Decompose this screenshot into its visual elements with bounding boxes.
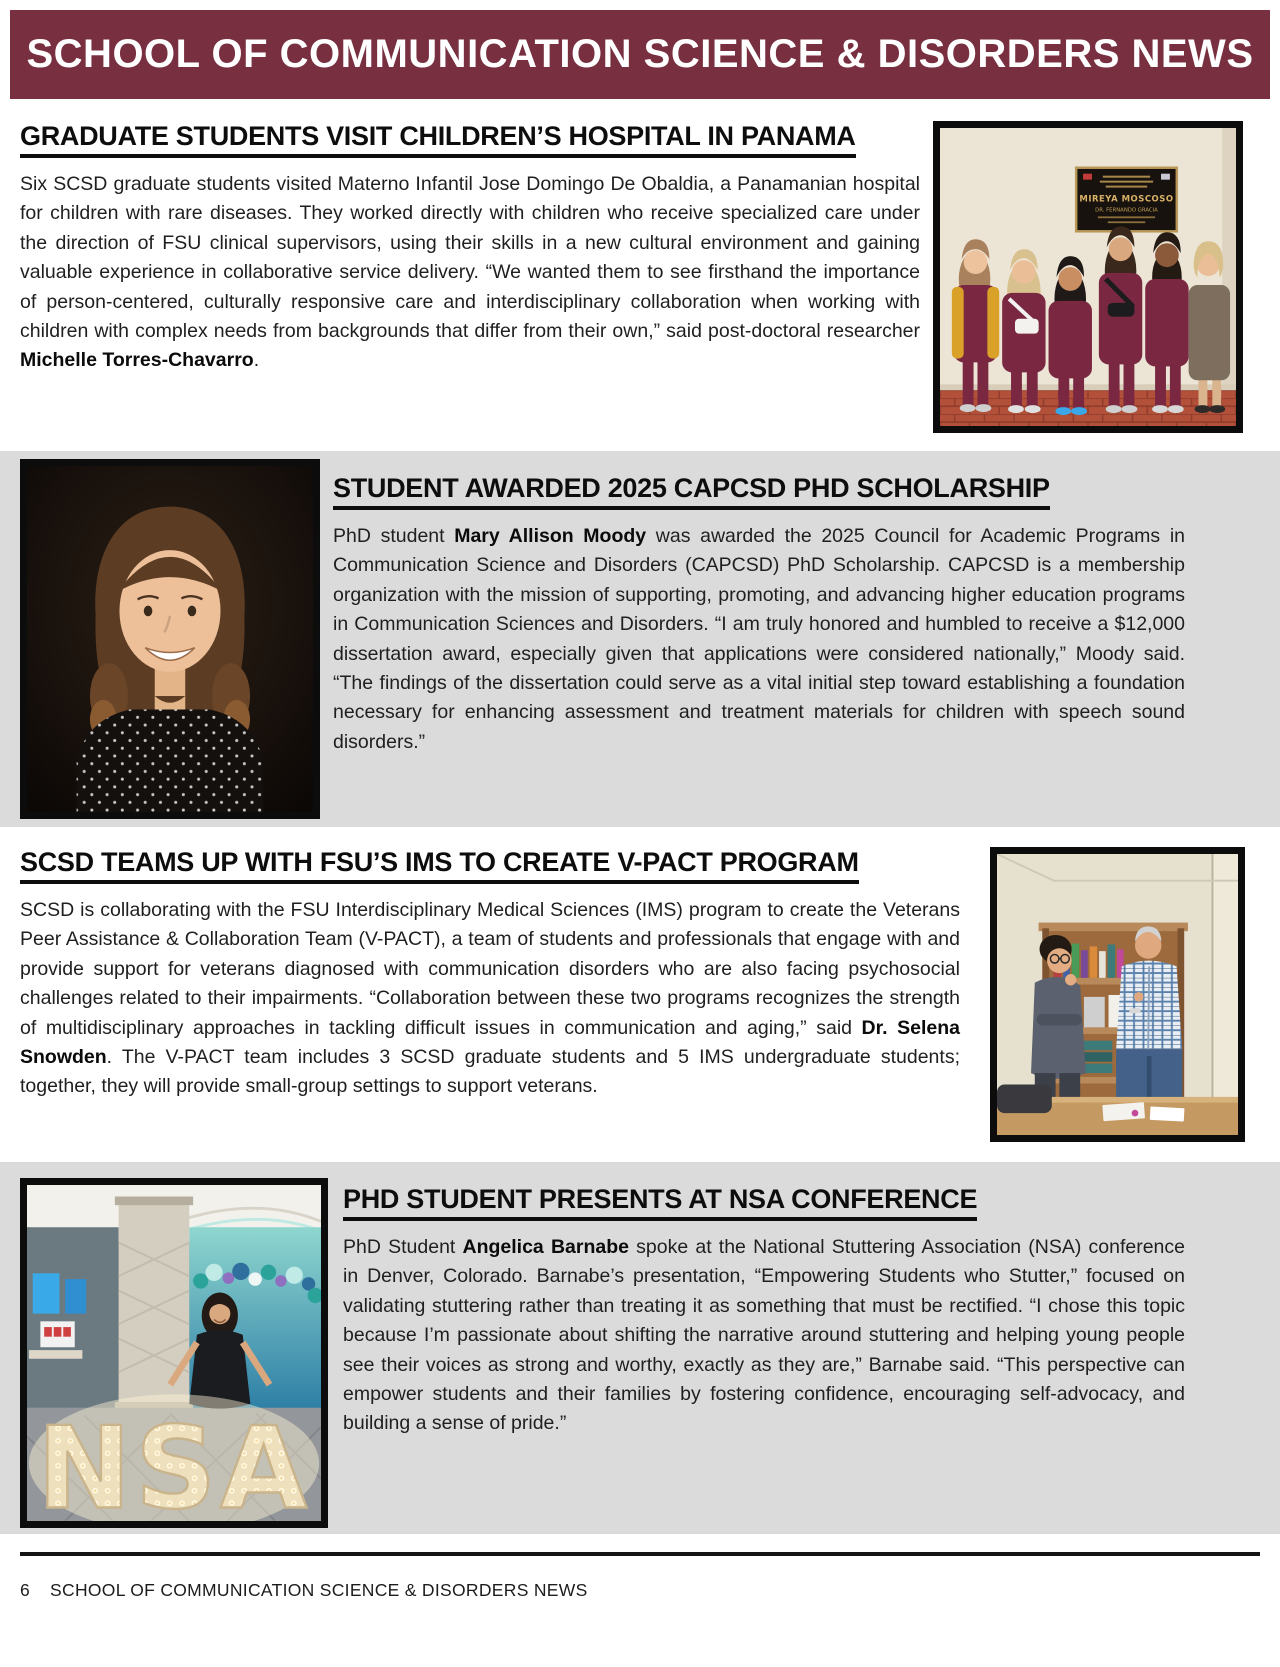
photo-panama-group [933, 121, 1243, 433]
article-capcsd-body: PhD student Mary Allison Moody was awarded the 2025 Council for Academic Programs in Communication Science and Disorders (CAPCSD) PhD Scholarship. CAPCSD is a membership organization with the mission of supporting, promoting, and advancing higher education programs in Communication Sciences and Disorders. “I am truly honored and humbled to receive a $12,000 dissertation award, especially given that applications were considered nationally,” Moody said. “The findings of the dissertation could serve as a vital initial step toward establishing a foundation necessary for enhancing assessment and treatment materials for children with speech sound disorders.” [333, 525, 1185, 753]
nsa-letters: NSA [37, 1402, 311, 1521]
hospital-plaque [1076, 168, 1177, 232]
article-nsa-text [343, 1178, 1185, 1528]
article-nsa-title: PHD STUDENT PRESENTS AT NSA CONFERENCE [343, 1184, 977, 1221]
plaque-title: MIREYA MOSCOSO [1079, 194, 1174, 205]
photo-vpact-conversation [990, 847, 1245, 1142]
article-vpact-title: SCSD TEAMS UP WITH FSU’S IMS TO CREATE V-PACT PROGRAM [20, 847, 859, 884]
lobby-background [27, 1227, 119, 1409]
headshot-illustration [27, 466, 313, 812]
article-vpact-text [20, 847, 960, 1142]
nsa-marquee [29, 1394, 319, 1521]
article-nsa [0, 1162, 1280, 1534]
footer-title: SCHOOL OF COMMUNICATION SCIENCE & DISORDERS NEWS [50, 1580, 588, 1600]
article-panama-title: GRADUATE STUDENTS VISIT CHILDREN’S HOSPITAL IN PANAMA [20, 121, 856, 158]
photo-nsa-conference [20, 1178, 328, 1528]
office-scene-illustration [997, 854, 1238, 1135]
article-capcsd-text [333, 459, 1185, 819]
newsletter-title: SCHOOL OF COMMUNICATION SCIENCE & DISORDERS NEWS [26, 32, 1254, 76]
article-capcsd [0, 451, 1280, 827]
article-panama-text [20, 121, 920, 433]
nsa-scene-illustration [27, 1185, 321, 1521]
article-panama-body: Six SCSD graduate students visited Materno Infantil Jose Domingo De Obaldia, a Panamanian hospital for children with rare diseases. They worked directly with children who receive specialized care under the direction of FSU clinical supervisors, using their skills in a new cultural environment and gaining valuable experience in collaborative service delivery. “We wanted them to see firsthand the importance of person-centered, culturally responsive care and interdisciplinary collaboration when working with children with complex needs from backgrounds that differ from their own,” said post-doctoral researcher Michelle Torres-Chavarro. [20, 173, 920, 372]
article-nsa-body: PhD Student Angelica Barnabe spoke at the National Stuttering Association (NSA) conference in Denver, Colorado. Barnabe’s presentation, “Empowering Students who Stutter,” focused on validating stuttering rather than treating it as something that must be rectified. “I chose this topic because I’m passionate about shifting the narrative around stuttering and helping young people see their voices as strong and worthy, exactly as they are,” Barnabe said. “This perspective can empower students and their families by fostering confidence, encouraging self-advocacy, and building a sense of pride.” [343, 1236, 1185, 1435]
page-footer [20, 1552, 1260, 1601]
panama-group-illustration [940, 128, 1236, 426]
plaque-subtitle: DR. FERNANDO GRACIA [1095, 207, 1158, 214]
article-capcsd-title: STUDENT AWARDED 2025 CAPCSD PHD SCHOLARSHIP [333, 473, 1050, 510]
article-vpact-body: SCSD is collaborating with the FSU Interdisciplinary Medical Sciences (IMS) program to create the Veterans Peer Assistance & Collaboration Team (V-PACT), a team of students and professionals that engage with and provide support for veterans diagnosed with communication disorders who are also facing psychosocial challenges related to their impairments. “Collaboration between these two programs recognizes the strength of multidisciplinary approaches in tackling difficult issues in communication and aging,” said Dr. Selena Snowden. The V-PACT team includes 3 SCSD graduate students and 5 IMS undergraduate students; together, they will provide small-group settings to support veterans. [20, 899, 960, 1098]
article-panama [0, 121, 1280, 433]
page-number: 6 [20, 1580, 31, 1600]
article-vpact [0, 847, 1280, 1142]
pillar [115, 1197, 193, 1413]
photo-mary-allison-moody [20, 459, 320, 819]
newsletter-header [10, 10, 1270, 99]
